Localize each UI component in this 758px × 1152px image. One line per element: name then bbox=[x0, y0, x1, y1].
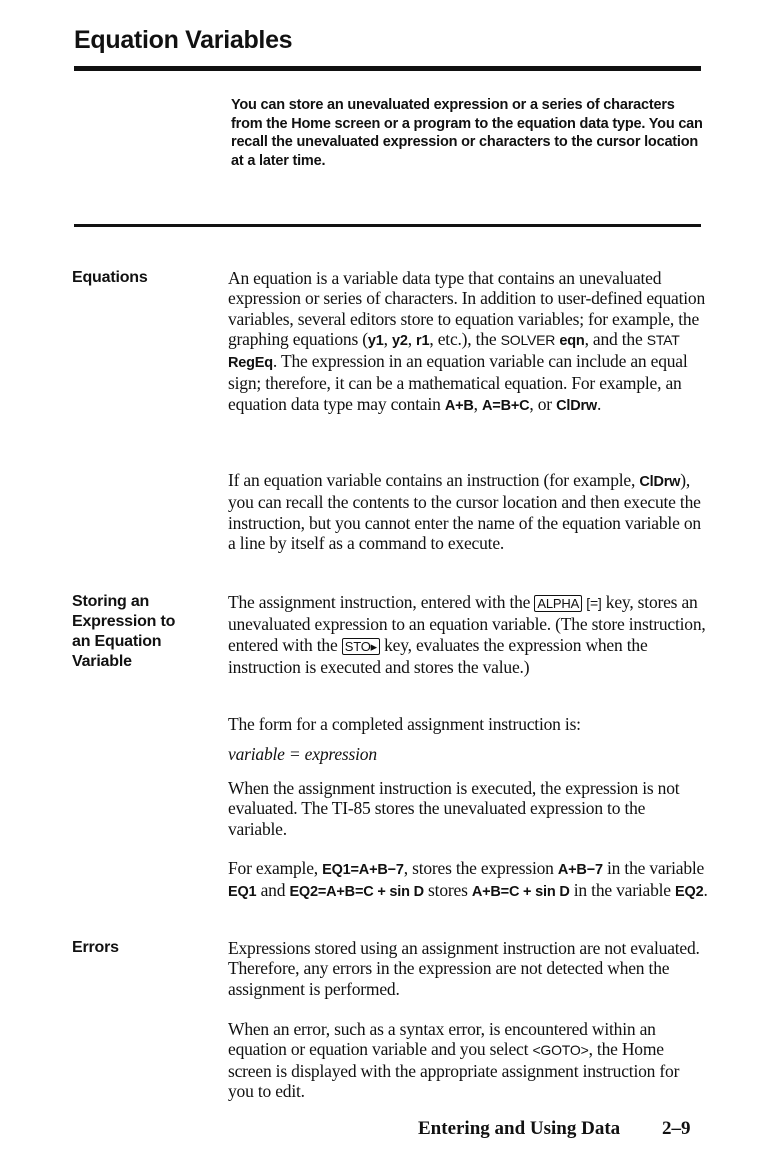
equations-paragraph-2: If an equation variable contains an instruction (for example, ClDrw), you can recall the contents to the cursor location and then execute the instruction, but you cannot enter the name of the equation variable on a line by itself as a command to execute. bbox=[228, 470, 701, 553]
storing-heading: Storing an Expression to an Equation Variable bbox=[72, 593, 176, 670]
storing-paragraph-2: The form for a completed assignment instruction is: bbox=[228, 714, 581, 734]
intro-text: You can store an unevaluated expression or a series of characters from the Home screen or a program to the equation data type. You can recall the unevaluated expression or characters to the cursor location at a later time. bbox=[231, 97, 703, 169]
footer-section-title: Entering and Using Data bbox=[418, 1118, 621, 1139]
storing-paragraph-5: For example, EQ1=A+B−7, stores the expression A+B−7 in the variable EQ1 and EQ2=A+B=C + sin D stores A+B=C + sin D in the variable EQ2. bbox=[228, 858, 708, 901]
equals-key: [=] bbox=[586, 595, 602, 611]
sto-key: STO▸ bbox=[342, 638, 380, 655]
top-rule bbox=[74, 66, 701, 71]
errors-paragraph-2: When an error, such as a syntax error, is encountered within an equation or equation variable and you select <GOTO>, the Home screen is displayed with the appropriate assignment instruction for you to edit. bbox=[228, 1019, 680, 1101]
storing-paragraph-4: When the assignment instruction is executed, the expression is not evaluated. The TI-85 stores the unevaluated expression to the variable. bbox=[228, 778, 680, 839]
errors-paragraph-1: Expressions stored using an assignment instruction are not evaluated. Therefore, any errors in the expression are not detected when the assignment is performed. bbox=[228, 938, 700, 999]
assignment-syntax: variable = expression bbox=[228, 744, 377, 764]
section-rule bbox=[74, 224, 701, 227]
storing-paragraph-1: The assignment instruction, entered with the ALPHA [=] key, stores an unevaluated expression to an equation variable. (The store instruction, entered with the STO▸ key, evaluates the expression when the instruction is executed and stores the value.) bbox=[228, 592, 706, 677]
page-title: Equation Variables bbox=[74, 26, 293, 54]
alpha-key: ALPHA bbox=[534, 595, 582, 612]
page-number: 2–9 bbox=[662, 1118, 691, 1139]
equations-heading: Equations bbox=[72, 269, 148, 286]
equations-paragraph-1: An equation is a variable data type that contains an unevaluated expression or series of characters. In addition to user-defined equation variables, several editors store to equation variables; for example, the graphing equations (y1, y2, r1, etc.), the SOLVER eqn, and the STAT RegEq. The expression in an equation variable can include an equal sign; therefore, it can be a mathematical equation. For example, an equation data type may contain A+B, A=B+C, or ClDrw. bbox=[228, 268, 706, 414]
errors-heading: Errors bbox=[72, 939, 119, 956]
